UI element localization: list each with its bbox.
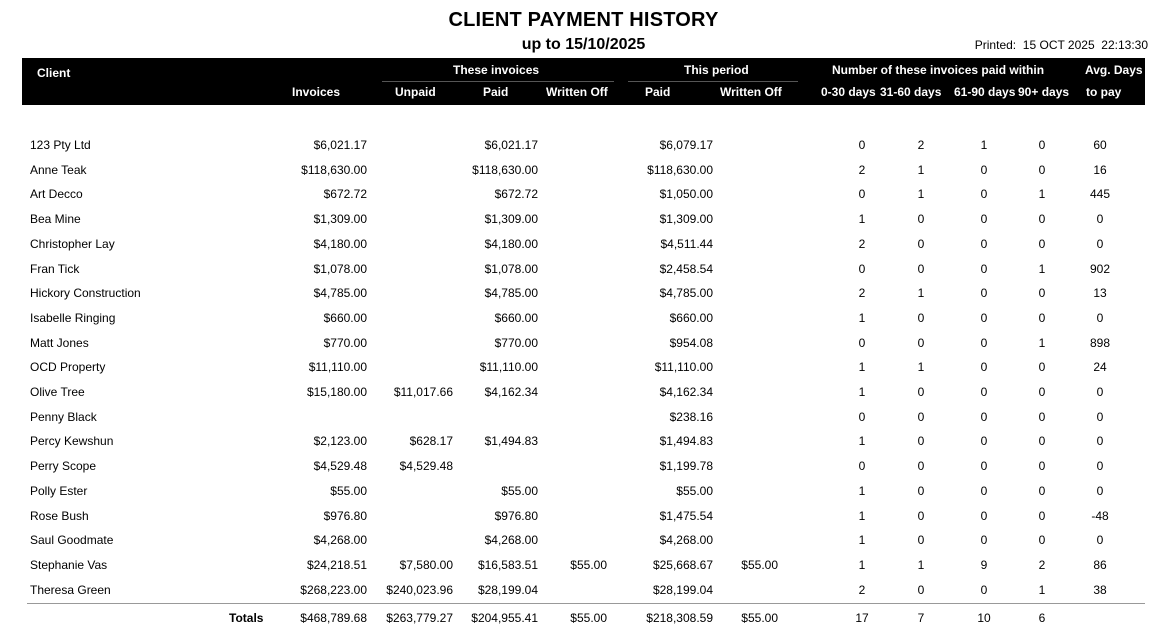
cell-61-90-days: 1 [980,138,988,152]
col-written-off: Written Off [546,85,608,99]
cell-period-paid: $4,268.00 [659,533,713,548]
cell-period-paid: $2,458.54 [659,261,713,276]
cell-0-30-days: 2 [858,236,866,251]
col-avg-days-line1: Avg. Days [1085,63,1143,77]
table-row [0,208,1167,228]
cell-period-paid: $4,511.44 [660,236,713,251]
cell-client: Stephanie Vas [30,557,108,572]
cell-period-paid: $954.08 [669,335,713,350]
cell-31-60-days: 0 [917,212,925,227]
cell-avg-days: 60 [1093,138,1107,152]
cell-90-plus-days: 0 [1038,533,1046,548]
cell-90-plus-days: 2 [1038,557,1046,572]
cell-period-paid: $55.00 [676,483,713,498]
cell-avg-days: 0 [1096,434,1104,449]
table-row [0,455,1167,475]
group-these-invoices: These invoices [453,63,540,77]
col-avg-days-line2: to pay [1086,85,1122,99]
cell-period-paid: $11,110.00 [654,360,713,375]
cell-0-30-days: 0 [858,138,866,152]
cell-invoices: $660.00 [323,310,367,325]
cell-avg-days: 16 [1093,162,1107,177]
cell-client: OCD Property [30,360,106,375]
cell-31-60-days: 0 [917,434,925,449]
cell-31-60-days: 0 [917,459,925,474]
cell-31-60-days: 0 [917,508,925,523]
table-row [0,406,1167,426]
cell-invoices: $55.00 [330,483,367,498]
cell-90-plus-days: 1 [1038,335,1046,350]
cell-invoices: $4,180.00 [313,236,367,251]
cell-61-90-days: 0 [980,459,988,474]
table-header [22,58,1145,105]
cell-90-plus-days: 0 [1038,459,1046,474]
cell-61-90-days: 0 [980,187,988,202]
cell-invoices: $2,123.00 [313,434,367,449]
cell-90-plus-days: 0 [1038,483,1046,498]
cell-61-90-days: 0 [980,261,988,276]
cell-avg-days: 902 [1089,261,1111,276]
cell-90-plus-days: 1 [1038,187,1046,202]
col-31-60-days: 31-60 days [880,85,942,99]
cell-90-plus-days: 1 [1038,582,1046,597]
printed-label: Printed: [974,38,1017,52]
cell-0-30-days: 2 [858,162,866,177]
table-row [0,332,1167,352]
cell-avg-days: 0 [1096,385,1104,399]
cell-61-90-days: 0 [980,582,988,597]
cell-unpaid: $7,580.00 [399,557,453,572]
totals-row [0,607,1167,627]
group-paid-within: Number of these invoices paid within [832,63,1045,77]
cell-client: Hickory Construction [30,286,141,301]
col-period-paid: Paid [645,85,671,99]
totals-0-30: 17 [855,611,869,625]
table-row [0,505,1167,525]
group-period-underline [628,81,798,82]
cell-client: Polly Ester [30,483,88,498]
cell-paid: $6,021.17 [484,138,538,152]
cell-paid: $4,180.00 [484,236,538,251]
cell-client: Isabelle Ringing [30,310,116,325]
cell-client: Saul Goodmate [30,533,114,548]
cell-0-30-days: 1 [858,508,866,523]
totals-period-written-off: $55.00 [741,611,778,625]
cell-31-60-days: 0 [917,582,925,597]
cell-90-plus-days: 0 [1038,236,1046,251]
cell-unpaid: $240,023.96 [386,582,453,597]
cell-invoices: $6,021.17 [313,138,367,152]
table-row [0,381,1167,401]
col-unpaid: Unpaid [395,85,436,99]
report-subtitle: up to 15/10/2025 [521,36,646,53]
table-row [0,183,1167,203]
cell-61-90-days: 9 [980,557,988,572]
cell-client: Matt Jones [30,335,89,350]
cell-0-30-days: 1 [858,533,866,548]
totals-unpaid: $263,779.27 [386,611,453,625]
cell-0-30-days: 1 [858,212,866,227]
cell-avg-days: 445 [1089,187,1111,202]
cell-31-60-days: 2 [917,138,925,152]
cell-61-90-days: 0 [980,385,988,399]
cell-avg-days: 0 [1096,310,1104,325]
cell-avg-days: 38 [1093,582,1107,597]
table-row [0,258,1167,278]
cell-90-plus-days: 0 [1038,508,1046,523]
cell-avg-days: 0 [1096,409,1104,424]
cell-paid: $4,268.00 [484,533,538,548]
cell-61-90-days: 0 [980,533,988,548]
cell-period-paid: $1,309.00 [659,212,713,227]
cell-90-plus-days: 1 [1038,261,1046,276]
cell-0-30-days: 0 [858,459,866,474]
col-61-90-days: 61-90 days [954,85,1016,99]
cell-client: 123 Pty Ltd [30,138,91,152]
cell-written-off: $55.00 [570,557,607,572]
cell-paid: $660.00 [494,310,538,325]
table-row [0,579,1167,599]
cell-invoices: $770.00 [323,335,367,350]
cell-61-90-days: 0 [980,286,988,301]
cell-61-90-days: 0 [980,310,988,325]
cell-31-60-days: 0 [917,236,925,251]
cell-0-30-days: 1 [858,385,866,399]
cell-61-90-days: 0 [980,212,988,227]
cell-invoices: $15,180.00 [306,385,367,399]
cell-invoices: $268,223.00 [300,582,367,597]
cell-31-60-days: 0 [917,261,925,276]
col-0-30-days: 0-30 days [821,85,876,99]
totals-61-90: 10 [977,611,991,625]
cell-61-90-days: 0 [980,360,988,375]
cell-paid: $672.72 [494,187,538,202]
cell-invoices: $1,078.00 [313,261,367,276]
table-row [0,480,1167,500]
printed-stamp [975,38,1148,52]
totals-label: Totals [229,611,264,625]
cell-paid: $770.00 [494,335,538,350]
cell-invoices: $1,309.00 [313,212,367,227]
cell-invoices: $24,218.51 [306,557,367,572]
col-90-plus-days: 90+ days [1018,85,1070,99]
col-invoices: Invoices [292,85,341,99]
cell-avg-days: 898 [1089,335,1111,350]
cell-client: Anne Teak [30,162,87,177]
cell-31-60-days: 1 [917,286,925,301]
cell-invoices: $4,268.00 [313,533,367,548]
cell-90-plus-days: 0 [1038,286,1046,301]
cell-0-30-days: 1 [858,310,866,325]
cell-period-paid: $4,162.34 [659,385,713,399]
cell-avg-days: -48 [1091,508,1109,523]
cell-61-90-days: 0 [980,508,988,523]
cell-paid: $976.80 [494,508,538,523]
cell-paid: $4,162.34 [484,385,538,399]
cell-client: Theresa Green [30,582,111,597]
report-title: CLIENT PAYMENT HISTORY [448,9,719,31]
cell-61-90-days: 0 [980,483,988,498]
cell-0-30-days: 2 [858,286,866,301]
cell-invoices: $976.80 [323,508,367,523]
cell-paid: $16,583.51 [477,557,538,572]
table-row [0,282,1167,302]
cell-unpaid: $628.17 [409,434,453,449]
cell-client: Perry Scope [30,459,97,474]
cell-0-30-days: 0 [858,187,866,202]
cell-0-30-days: 0 [858,261,866,276]
table-row [0,159,1167,179]
cell-avg-days: 0 [1096,459,1104,474]
cell-31-60-days: 1 [917,162,925,177]
table-row [0,233,1167,253]
table-row [0,134,1167,154]
totals-paid: $204,955.41 [471,611,538,625]
cell-period-paid: $118,630.00 [647,162,713,177]
cell-31-60-days: 1 [917,187,925,202]
cell-client: Christopher Lay [30,236,115,251]
cell-client: Rose Bush [30,508,89,523]
cell-avg-days: 0 [1096,236,1104,251]
cell-avg-days: 13 [1093,286,1107,301]
totals-divider [27,603,1145,604]
cell-avg-days: 0 [1096,483,1104,498]
col-period-written-off: Written Off [720,85,782,99]
cell-period-paid: $28,199.04 [652,582,713,597]
cell-90-plus-days: 0 [1038,434,1046,449]
cell-invoices: $672.72 [323,187,367,202]
cell-31-60-days: 1 [917,360,925,375]
cell-0-30-days: 1 [858,483,866,498]
cell-period-paid: $1,050.00 [659,187,713,202]
cell-0-30-days: 1 [858,434,866,449]
cell-31-60-days: 0 [917,409,925,424]
totals-90-plus: 6 [1038,611,1046,625]
cell-90-plus-days: 0 [1038,409,1046,424]
col-client: Client [37,66,71,80]
cell-31-60-days: 0 [917,483,925,498]
cell-period-paid: $6,079.17 [659,138,713,152]
cell-61-90-days: 0 [980,434,988,449]
cell-0-30-days: 1 [858,360,866,375]
cell-avg-days: 0 [1096,533,1104,548]
cell-90-plus-days: 0 [1038,310,1046,325]
cell-61-90-days: 0 [980,335,988,350]
cell-31-60-days: 0 [917,385,925,399]
cell-0-30-days: 2 [858,582,866,597]
cell-90-plus-days: 0 [1038,212,1046,227]
cell-31-60-days: 0 [917,310,925,325]
cell-period-paid: $4,785.00 [659,286,713,301]
totals-31-60: 7 [917,611,925,625]
table-row [0,430,1167,450]
cell-61-90-days: 0 [980,409,988,424]
cell-invoices: $4,785.00 [313,286,367,301]
cell-period-paid: $1,199.78 [659,459,713,474]
cell-paid: $4,785.00 [484,286,538,301]
table-row [0,554,1167,574]
cell-31-60-days: 0 [917,335,925,350]
cell-period-paid: $238.16 [669,409,713,424]
cell-client: Penny Black [30,409,97,424]
cell-0-30-days: 0 [858,409,866,424]
cell-invoices: $118,630.00 [301,162,367,177]
cell-0-30-days: 0 [858,335,866,350]
cell-client: Percy Kewshun [30,434,114,449]
table-row [0,356,1167,376]
cell-avg-days: 24 [1093,360,1107,375]
cell-invoices: $11,110.00 [308,360,367,375]
cell-period-paid: $1,494.83 [659,434,713,449]
cell-90-plus-days: 0 [1038,138,1046,152]
cell-client: Bea Mine [30,212,81,227]
table-row [0,307,1167,327]
cell-paid: $118,630.00 [472,162,538,177]
group-this-period: This period [684,63,749,77]
cell-avg-days: 0 [1096,212,1104,227]
cell-90-plus-days: 0 [1038,360,1046,375]
totals-invoices: $468,789.68 [300,611,367,625]
cell-paid: $1,078.00 [484,261,538,276]
table-row [0,529,1167,549]
cell-61-90-days: 0 [980,162,988,177]
cell-client: Olive Tree [30,385,85,399]
printed-value: 15 OCT 2025 22:13:30 [1022,38,1148,52]
cell-paid: $55.00 [501,483,538,498]
cell-31-60-days: 1 [917,557,925,572]
cell-unpaid: $11,017.66 [393,385,453,399]
group-these-underline [382,81,614,82]
cell-client: Fran Tick [30,261,80,276]
cell-period-paid: $660.00 [669,310,713,325]
cell-period-written-off: $55.00 [741,557,778,572]
cell-paid: $28,199.04 [477,582,538,597]
cell-unpaid: $4,529.48 [399,459,453,474]
cell-paid: $11,110.00 [479,360,538,375]
cell-0-30-days: 1 [858,557,866,572]
cell-paid: $1,309.00 [484,212,538,227]
cell-avg-days: 86 [1093,557,1107,572]
cell-90-plus-days: 0 [1038,385,1046,399]
cell-31-60-days: 0 [917,533,925,548]
cell-client: Art Decco [30,187,83,202]
col-paid: Paid [483,85,509,99]
cell-paid: $1,494.83 [484,434,538,449]
cell-invoices: $4,529.48 [313,459,367,474]
cell-90-plus-days: 0 [1038,162,1046,177]
totals-written-off: $55.00 [570,611,607,625]
cell-period-paid: $25,668.67 [652,557,713,572]
cell-period-paid: $1,475.54 [659,508,713,523]
cell-61-90-days: 0 [980,236,988,251]
totals-period-paid: $218,308.59 [646,611,713,625]
